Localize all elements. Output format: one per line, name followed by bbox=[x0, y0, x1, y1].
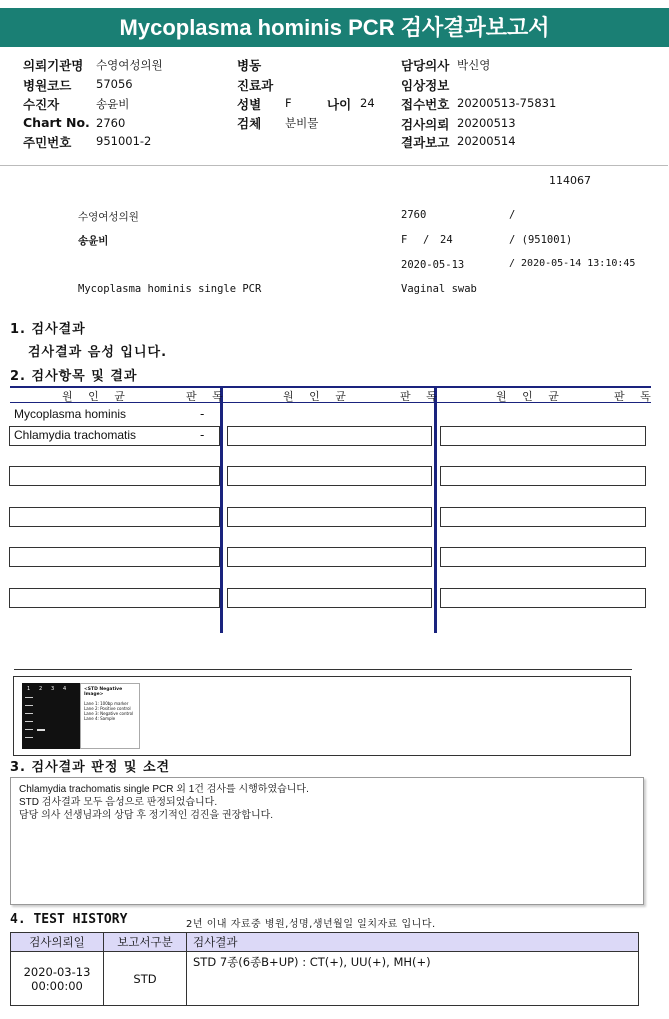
section3-title: 3. 검사결과 판정 및 소견 bbox=[10, 760, 171, 775]
history-note: 2년 이내 자료중 병원,성명,생년월일 일치자료 입니다. bbox=[186, 919, 436, 930]
section2-title: 2. 검사항목 및 결과 bbox=[10, 369, 138, 384]
gel-band bbox=[25, 729, 33, 730]
col1-organism-header: 원 인 균 bbox=[62, 390, 131, 403]
summary-clinic: 수영여성의원 bbox=[78, 211, 139, 223]
result-cell bbox=[227, 426, 432, 446]
col3-organism-header: 원 인 균 bbox=[496, 390, 565, 403]
value-chart-no: 2760 bbox=[96, 116, 126, 130]
label-specimen: 검체 bbox=[237, 116, 262, 131]
result-cell bbox=[9, 588, 220, 608]
value-request-date: 20200513 bbox=[457, 116, 516, 130]
summary-patient: 송윤비 bbox=[78, 235, 109, 247]
result-cell bbox=[440, 547, 646, 567]
gel-band bbox=[37, 729, 45, 731]
summary-date-left: 2020-05-13 bbox=[401, 259, 465, 271]
result-cell bbox=[227, 547, 432, 567]
summary-sex: F bbox=[401, 234, 408, 246]
label-clinic: 의뢰기관명 bbox=[23, 58, 84, 73]
history-table bbox=[10, 932, 639, 1006]
label-sex: 성별 bbox=[237, 97, 262, 112]
label-patient: 수진자 bbox=[23, 97, 60, 112]
result-cell bbox=[440, 426, 646, 446]
history-date: 2020-03-13 bbox=[23, 964, 91, 979]
section1-title: 1. 검사결과 bbox=[10, 322, 86, 337]
label-clinical-info: 임상정보 bbox=[401, 78, 450, 93]
result-cell bbox=[227, 588, 432, 608]
summary-specimen: Vaginal swab bbox=[401, 283, 477, 295]
value-clinic: 수영여성의원 bbox=[96, 58, 163, 72]
result-organism-1: Mycoplasma hominis bbox=[14, 407, 127, 421]
value-age: 24 bbox=[360, 96, 375, 110]
gel-band bbox=[25, 705, 33, 706]
section4-title: 4. TEST HISTORY bbox=[10, 912, 128, 927]
gel-image bbox=[22, 683, 80, 749]
label-department: 진료과 bbox=[237, 78, 274, 93]
history-time: 00:00:00 bbox=[31, 978, 83, 993]
history-col-type: 보고서구분 bbox=[104, 933, 187, 952]
history-date-cell bbox=[11, 952, 104, 1006]
result-organism-2: Chlamydia trachomatis bbox=[14, 428, 137, 442]
result-cell bbox=[9, 547, 220, 567]
gel-lane-2: 2 bbox=[39, 686, 43, 692]
gel-legend bbox=[80, 683, 140, 749]
opinion-box bbox=[10, 777, 644, 905]
gel-lane-3: 3 bbox=[51, 686, 55, 692]
gel-image-frame bbox=[13, 676, 631, 756]
value-resident-no: 951001-2 bbox=[96, 134, 152, 148]
col2-judge-header: 판 독 bbox=[400, 390, 443, 403]
result-cell bbox=[440, 507, 646, 527]
result-cell bbox=[9, 507, 220, 527]
gel-band bbox=[25, 721, 33, 722]
summary-test-name: Mycoplasma hominis single PCR bbox=[78, 283, 262, 295]
result-cell bbox=[440, 588, 646, 608]
value-report-date: 20200514 bbox=[457, 134, 516, 148]
result-cell bbox=[227, 507, 432, 527]
gel-legend-lane-4: Lane 4: Sample bbox=[84, 716, 116, 721]
result-judge-1: - bbox=[200, 407, 205, 421]
summary-chart: 2760 bbox=[401, 209, 427, 221]
value-accession: 20200513-75831 bbox=[457, 96, 557, 110]
value-doctor: 박신영 bbox=[457, 58, 491, 72]
value-sex: F bbox=[285, 96, 292, 110]
gel-legend-lane-3: Lane 3: Negative control bbox=[84, 711, 134, 716]
history-col-result: 검사결과 bbox=[187, 933, 639, 952]
gel-lane-1: 1 bbox=[27, 686, 31, 692]
header-info bbox=[0, 50, 668, 166]
label-resident-no: 주민번호 bbox=[23, 135, 72, 150]
value-patient: 송윤비 bbox=[96, 97, 130, 111]
col2-organism-header: 원 인 균 bbox=[283, 390, 352, 403]
opinion-line-2: STD 검사결과 모두 음성으로 판정되었습니다. bbox=[19, 797, 218, 808]
table-divider-1 bbox=[220, 387, 223, 633]
opinion-line-3: 담당 의사 선생님과의 상담 후 정기적인 검진을 권장합니다. bbox=[19, 810, 274, 821]
gel-legend-title: <STD Negative Image> bbox=[84, 687, 123, 697]
label-accession: 접수번호 bbox=[401, 97, 450, 112]
label-report-date: 결과보고 bbox=[401, 135, 450, 150]
section1-text: 검사결과 음성 입니다. bbox=[28, 345, 168, 360]
gel-legend-lane-1: Lane 1: 100bp marker bbox=[84, 701, 129, 706]
gel-band bbox=[25, 713, 33, 714]
value-specimen: 분비물 bbox=[285, 116, 319, 130]
table-divider-2 bbox=[434, 387, 437, 633]
summary-age: 24 bbox=[440, 234, 453, 246]
summary-birth: / (951001) bbox=[509, 234, 573, 246]
report-title: Mycoplasma hominis PCR 검사결과보고서 bbox=[0, 8, 669, 47]
col1-judge-header: 판 독 bbox=[186, 390, 229, 403]
gel-top-rule bbox=[14, 669, 632, 670]
result-cell bbox=[9, 466, 220, 486]
label-chart-no: Chart No. bbox=[23, 115, 90, 130]
history-type: STD bbox=[104, 952, 187, 1006]
value-hospital-code: 57056 bbox=[96, 77, 133, 91]
col3-judge-header: 판 독 bbox=[614, 390, 657, 403]
label-age: 나이 bbox=[327, 97, 352, 112]
history-col-date: 검사의뢰일 bbox=[11, 933, 104, 952]
result-cell bbox=[227, 466, 432, 486]
summary-date-right: / 2020-05-14 13:10:45 bbox=[509, 258, 636, 269]
result-judge-2: - bbox=[200, 428, 205, 442]
table-row bbox=[11, 952, 639, 1006]
opinion-line-1: Chlamydia trachomatis single PCR 외 1건 검사를 시행하였습니다. bbox=[19, 784, 309, 795]
label-ward: 병동 bbox=[237, 58, 262, 73]
history-result: STD 7종(6종B+UP) : CT(+), UU(+), MH(+) bbox=[187, 952, 639, 1006]
gel-band bbox=[25, 697, 33, 698]
gel-lane-4: 4 bbox=[63, 686, 67, 692]
gel-band bbox=[25, 737, 33, 738]
summary-sex-age-slash: / bbox=[423, 234, 430, 246]
label-doctor: 담당의사 bbox=[401, 58, 450, 73]
label-request-date: 검사의뢰 bbox=[401, 117, 450, 132]
gel-legend-lane-2: Lane 2: Positive control bbox=[84, 706, 131, 711]
report-id: 114067 bbox=[549, 174, 591, 187]
result-cell bbox=[440, 466, 646, 486]
summary-slash: / bbox=[509, 209, 516, 221]
label-hospital-code: 병원코드 bbox=[23, 78, 72, 93]
